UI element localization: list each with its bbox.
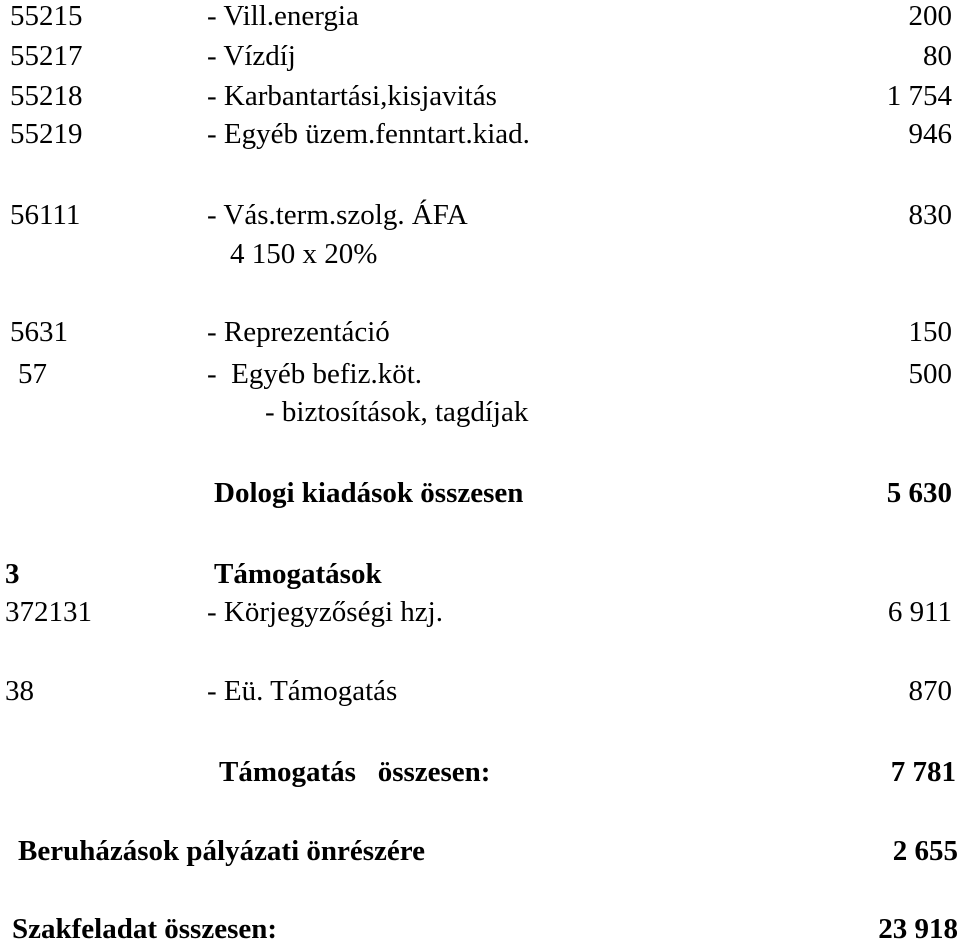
item-label: - Körjegyzőségi hzj. <box>207 596 443 628</box>
support-total-label: Támogatás összesen: <box>219 756 491 788</box>
item-label: - Vill.energia <box>207 0 359 32</box>
section-code: 3 <box>5 558 20 590</box>
account-code: 57 <box>18 358 47 390</box>
account-code: 38 <box>5 675 34 707</box>
account-code: 55218 <box>10 80 83 112</box>
item-amount: 500 <box>908 358 952 390</box>
item-label: - Egyéb üzem.fenntart.kiad. <box>207 118 530 150</box>
item-label: - Egyéb befiz.köt. <box>207 358 423 390</box>
item-label: - Eü. Támogatás <box>207 675 398 707</box>
investment-total-label: Beruházások pályázati önrészére <box>18 835 426 867</box>
dologi-total-label: Dologi kiadások összesen <box>214 477 524 509</box>
grand-total-amount: 23 918 <box>878 913 958 945</box>
item-label: - Reprezentáció <box>207 316 390 348</box>
account-code: 372131 <box>5 596 92 628</box>
item-amount: 6 911 <box>887 596 952 628</box>
item-amount: 946 <box>908 118 952 150</box>
account-code: 55215 <box>10 0 83 32</box>
item-note: 4 150 x 20% <box>230 238 378 270</box>
investment-total-amount: 2 655 <box>892 835 958 867</box>
item-amount: 870 <box>908 675 952 707</box>
item-label: - Vás.term.szolg. ÁFA <box>207 199 468 231</box>
item-amount: 200 <box>908 0 952 32</box>
item-amount: 150 <box>908 316 952 348</box>
item-amount: 1 754 <box>886 80 952 112</box>
section-title: Támogatások <box>214 558 382 590</box>
account-code: 5631 <box>10 316 68 348</box>
support-total-amount: 7 781 <box>890 756 956 788</box>
item-note: - biztosítások, tagdíjak <box>265 396 529 428</box>
item-label: - Vízdíj <box>207 40 296 72</box>
account-code: 55219 <box>10 118 83 150</box>
item-amount: 830 <box>908 199 952 231</box>
account-code: 55217 <box>10 40 83 72</box>
item-label: - Karbantartási,kisjavitás <box>207 80 497 112</box>
dologi-total-amount: 5 630 <box>886 477 952 509</box>
grand-total-label: Szakfeladat összesen: <box>12 913 278 945</box>
item-amount: 80 <box>923 40 952 72</box>
account-code: 56111 <box>10 199 81 231</box>
